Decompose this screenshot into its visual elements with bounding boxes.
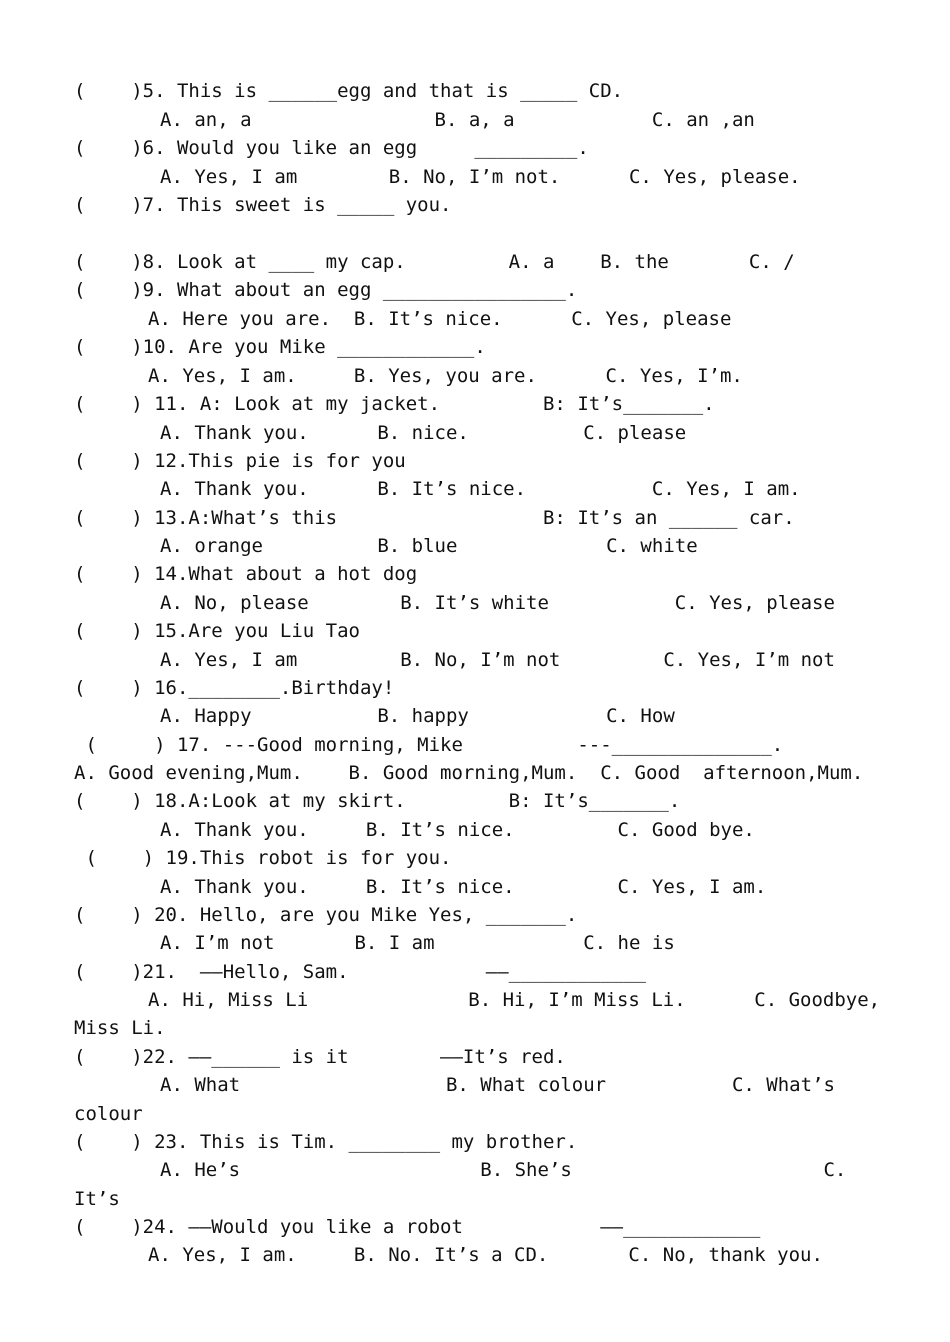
question-17-options: A. Good evening,Mum. B. Good morning,Mum. C. Good afternoon,Mum.	[74, 762, 864, 784]
question-19: ( ) 19.This robot is for you.	[74, 847, 452, 869]
question-6-options: A. Yes, I am B. No, I’m not. C. Yes, please.	[160, 166, 801, 188]
question-14-options: A. No, please B. It’s white C. Yes, please	[160, 592, 835, 614]
question-17: ( ) 17. ---Good morning, Mike ---______________.	[74, 734, 784, 756]
question-16-options: A. Happy B. happy C. How	[160, 705, 675, 727]
question-13-options: A. orange B. blue C. white	[160, 535, 698, 557]
question-21-options: A. Hi, Miss Li B. Hi, I’m Miss Li. C. Goodbye,	[148, 989, 881, 1011]
question-10: ( )10. Are you Mike ____________.	[74, 336, 486, 358]
question-14: ( ) 14.What about a hot dog	[74, 563, 418, 585]
question-18-options: A. Thank you. B. It’s nice. C. Good bye.	[160, 819, 755, 841]
question-19-options: A. Thank you. B. It’s nice. C. Yes, I am.	[160, 876, 767, 898]
question-18: ( ) 18.A:Look at my skirt. B: It’s_______.	[74, 790, 681, 812]
question-5: ( )5. This is ______egg and that is _____ CD.	[74, 80, 624, 102]
question-24: ( )24. ——Would you like a robot ——____________	[74, 1216, 761, 1238]
question-8: ( )8. Look at ____ my cap. A. a B. the C. /	[74, 251, 795, 273]
question-15-options: A. Yes, I am B. No, I’m not C. Yes, I’m not	[160, 649, 835, 671]
question-7: ( )7. This sweet is _____ you.	[74, 194, 452, 216]
question-16: ( ) 16.________.Birthday!	[74, 677, 395, 699]
question-24-options: A. Yes, I am. B. No. It’s a CD. C. No, thank you.	[148, 1244, 823, 1266]
question-12-options: A. Thank you. B. It’s nice. C. Yes, I am.	[160, 478, 801, 500]
question-23-options-wrap: It’s	[74, 1188, 120, 1210]
question-21-options-wrap: Miss Li.	[74, 1017, 166, 1039]
question-5-options: A. an, a B. a, a C. an ,an	[160, 109, 755, 131]
question-22-options-wrap: colour	[74, 1103, 143, 1125]
question-20-options: A. I’m not B. I am C. he is	[160, 932, 675, 954]
question-22-options: A. What B. What colour C. What’s	[160, 1074, 835, 1096]
question-6: ( )6. Would you like an egg _________.	[74, 137, 589, 159]
question-15: ( ) 15.Are you Liu Tao	[74, 620, 360, 642]
question-22: ( )22. ——______ is it ——It’s red.	[74, 1046, 566, 1068]
question-11-options: A. Thank you. B. nice. C. please	[160, 422, 687, 444]
question-23: ( ) 23. This is Tim. ________ my brother.	[74, 1131, 578, 1153]
question-13: ( ) 13.A:What’s this B: It’s an ______ car.	[74, 507, 795, 529]
question-21: ( )21. ——Hello, Sam. ——____________	[74, 961, 646, 983]
question-10-options: A. Yes, I am. B. Yes, you are. C. Yes, I’m.	[148, 365, 743, 387]
question-20: ( ) 20. Hello, are you Mike Yes, _______.	[74, 904, 578, 926]
question-9-options: A. Here you are. B. It’s nice. C. Yes, please	[148, 308, 732, 330]
question-11: ( ) 11. A: Look at my jacket. B: It’s_______.	[74, 393, 715, 415]
question-9: ( )9. What about an egg ________________.	[74, 279, 578, 301]
question-12: ( ) 12.This pie is for you	[74, 450, 406, 472]
question-23-options: A. He’s B. She’s C.	[160, 1159, 847, 1181]
